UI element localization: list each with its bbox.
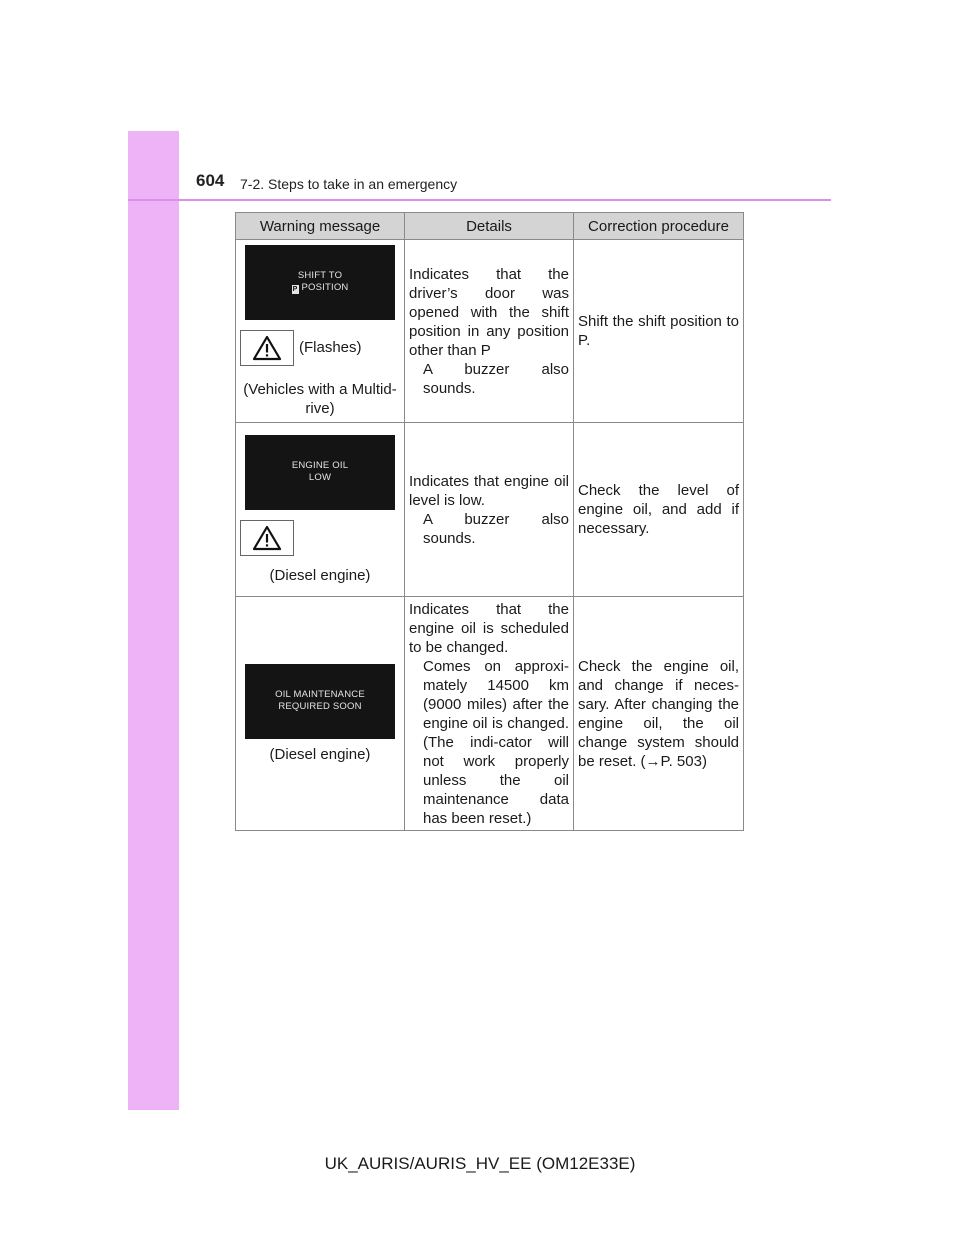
details-note: A buzzer also sounds. bbox=[423, 510, 569, 547]
screen-line-1: OIL MAINTENANCE bbox=[275, 689, 365, 700]
screen-line-2: LOW bbox=[308, 472, 332, 483]
warning-triangle-icon bbox=[240, 330, 294, 366]
warning-triangle-icon bbox=[240, 520, 294, 556]
correction-text: Check the level of engine oil, and add if necessary. bbox=[578, 482, 739, 537]
flashes-label: (Flashes) bbox=[299, 339, 362, 356]
column-header-warning-message: Warning message bbox=[236, 213, 405, 240]
details-text: Indicates that the driver’s door was opened with the shift position in any position other than P bbox=[409, 265, 569, 359]
table-row bbox=[236, 597, 744, 831]
warning-message-cell bbox=[236, 423, 405, 597]
footer-manual-code: UK_AURIS/AURIS_HV_EE (OM12E33E) bbox=[324, 1154, 636, 1173]
correction-text: Check the engine oil, and change if neces-sary. After changing the engine oil, the oil change system should be reset. (→P. 503) bbox=[578, 657, 739, 770]
details-text: Indicates that the engine oil is scheduled to be changed. bbox=[409, 600, 569, 656]
display-screen bbox=[245, 245, 395, 320]
warning-message-cell bbox=[236, 597, 405, 831]
column-header-correction-procedure: Correction procedure bbox=[574, 213, 744, 240]
table-row bbox=[236, 423, 744, 597]
condition-label: (Diesel engine) bbox=[269, 745, 371, 763]
condition-label: (Vehicles with a Multid-rive) bbox=[243, 380, 397, 417]
details-text: Indicates that engine oil level is low. bbox=[409, 472, 569, 509]
warning-message-cell bbox=[236, 240, 405, 423]
details-note: A buzzer also sounds. bbox=[423, 360, 569, 397]
details-cell bbox=[405, 597, 574, 831]
side-tab bbox=[128, 131, 179, 1110]
table-header-row bbox=[236, 213, 744, 240]
screen-line-2: POSITION bbox=[301, 282, 349, 293]
column-header-details: Details bbox=[405, 213, 574, 240]
screen-line-1: ENGINE OIL bbox=[291, 460, 349, 471]
screen-line-1: SHIFT TO bbox=[297, 270, 343, 281]
display-screen bbox=[245, 664, 395, 739]
correction-cell bbox=[574, 423, 744, 597]
page-number: 604 bbox=[196, 171, 225, 190]
screen-line-2: REQUIRED SOON bbox=[278, 701, 362, 712]
p-box-icon: P bbox=[292, 286, 298, 293]
correction-text: Shift the shift position to P. bbox=[578, 313, 739, 349]
correction-cell bbox=[574, 240, 744, 423]
details-note: Comes on approxi-mately 14500 km (9000 miles) after the engine oil is changed. (The indi-cator will not work properly unless the oil maintenance data has been reset.) bbox=[423, 657, 569, 827]
details-cell bbox=[405, 423, 574, 597]
warning-message-table bbox=[235, 212, 744, 831]
header-rule bbox=[128, 199, 831, 201]
table-row bbox=[236, 240, 744, 423]
correction-cell bbox=[574, 597, 744, 831]
details-cell bbox=[405, 240, 574, 423]
section-title: 7-2. Steps to take in an emergency bbox=[240, 176, 458, 192]
display-screen bbox=[245, 435, 395, 510]
condition-label: (Diesel engine) bbox=[269, 566, 371, 584]
